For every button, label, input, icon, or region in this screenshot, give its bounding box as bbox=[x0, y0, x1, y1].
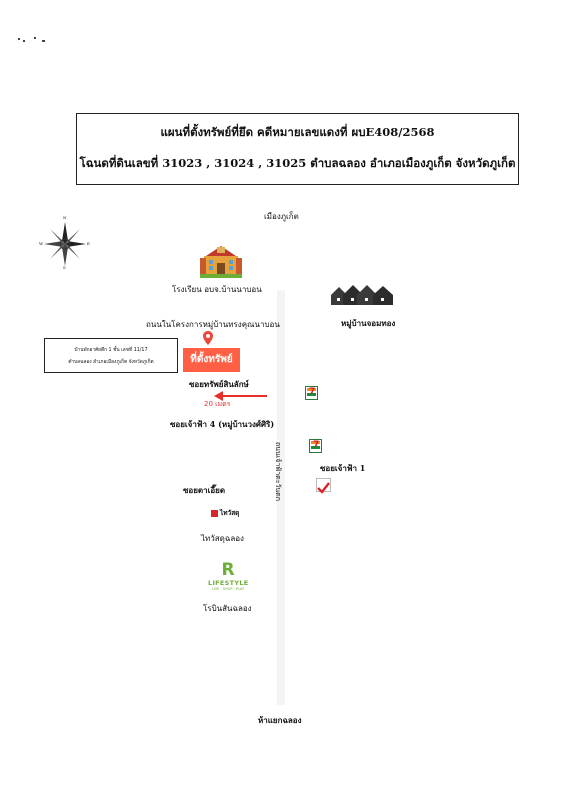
label-school: โรงเรียน อบจ.บ้านนาบอน bbox=[172, 285, 262, 294]
compass-north: N bbox=[63, 215, 67, 220]
label-distance: 20 เมตร bbox=[204, 400, 231, 408]
houses-icon bbox=[331, 283, 397, 305]
title-line-1: แผนที่ตั้งทรัพย์ที่ยึด คดีหมายเลขแดงที่ ผบE408/2568 bbox=[160, 125, 435, 139]
label-main-road: ถนนเจ้าฟ้าตะวันตก bbox=[273, 442, 282, 501]
label-soi-chaofa4: ซอยเจ้าฟ้า 4 (หมู่บ้านวงศ์ศิริ) bbox=[170, 419, 275, 429]
label-soi-ta-eiad: ซอยตาเอี๊ยด bbox=[183, 485, 226, 495]
location-pin-icon bbox=[203, 330, 213, 344]
property-info-box bbox=[44, 338, 178, 373]
label-north-destination: เมืองภูเก็ต bbox=[264, 212, 299, 221]
label-soi-chaofa1: ซอยเจ้าฟ้า 1 bbox=[320, 463, 366, 473]
label-robinson: โรบินสันฉลอง bbox=[203, 604, 252, 613]
info-line-2: ตำบลฉลอง อำเภอเมืองภูเก็ต จังหวัดภูเก็ต bbox=[68, 360, 154, 365]
label-south-destination: ห้าแยกฉลอง bbox=[258, 715, 302, 725]
title-box bbox=[76, 113, 519, 185]
label-village-east: หมู่บ้านจอมทอง bbox=[341, 318, 396, 328]
label-thaiwatsadu: ไทวัสดุฉลอง bbox=[201, 534, 244, 543]
lifestyle-logo-r: R bbox=[221, 560, 235, 580]
school-icon bbox=[200, 246, 242, 278]
compass-south: S bbox=[63, 265, 66, 270]
compass-icon bbox=[39, 215, 90, 270]
lifestyle-logo-sub: LIVE · SHOP · PLAY bbox=[211, 587, 245, 591]
compass-east: E bbox=[87, 241, 90, 246]
check-logo-icon bbox=[316, 478, 331, 492]
title-line-2: โฉนดที่ดินเลขที่ 31023 , 31024 , 31025 ตำบลฉลอง อำเภอเมืองภูเก็ต จังหวัดภูเก็ต bbox=[79, 156, 516, 170]
seven-eleven-icon: 7 bbox=[309, 439, 322, 453]
main-road-label-wrap bbox=[268, 443, 282, 503]
thaiwatsadu-logo bbox=[211, 508, 239, 518]
label-project-road: ถนนในโครงการหมู่บ้านทรงคุณนาบอน bbox=[146, 320, 280, 329]
lifestyle-logo bbox=[208, 562, 248, 596]
info-line-1: บ้านพักอาศัยตึก 1 ชั้น เลขที่ 11/17 bbox=[74, 348, 148, 353]
distance-arrow-line bbox=[222, 395, 267, 397]
seven-eleven-icon: 7 bbox=[305, 386, 318, 400]
thaiwatsadu-logo-text: ไทวัสดุ bbox=[220, 509, 240, 517]
compass-west: W bbox=[39, 241, 44, 246]
scan-specks bbox=[18, 36, 48, 44]
property-location-box: ที่ตั้งทรัพย์ bbox=[183, 348, 240, 372]
lifestyle-logo-text: LIFESTYLE bbox=[208, 579, 249, 587]
label-soi-supsin: ซอยทรัพย์สินลักษ์ bbox=[189, 379, 249, 389]
